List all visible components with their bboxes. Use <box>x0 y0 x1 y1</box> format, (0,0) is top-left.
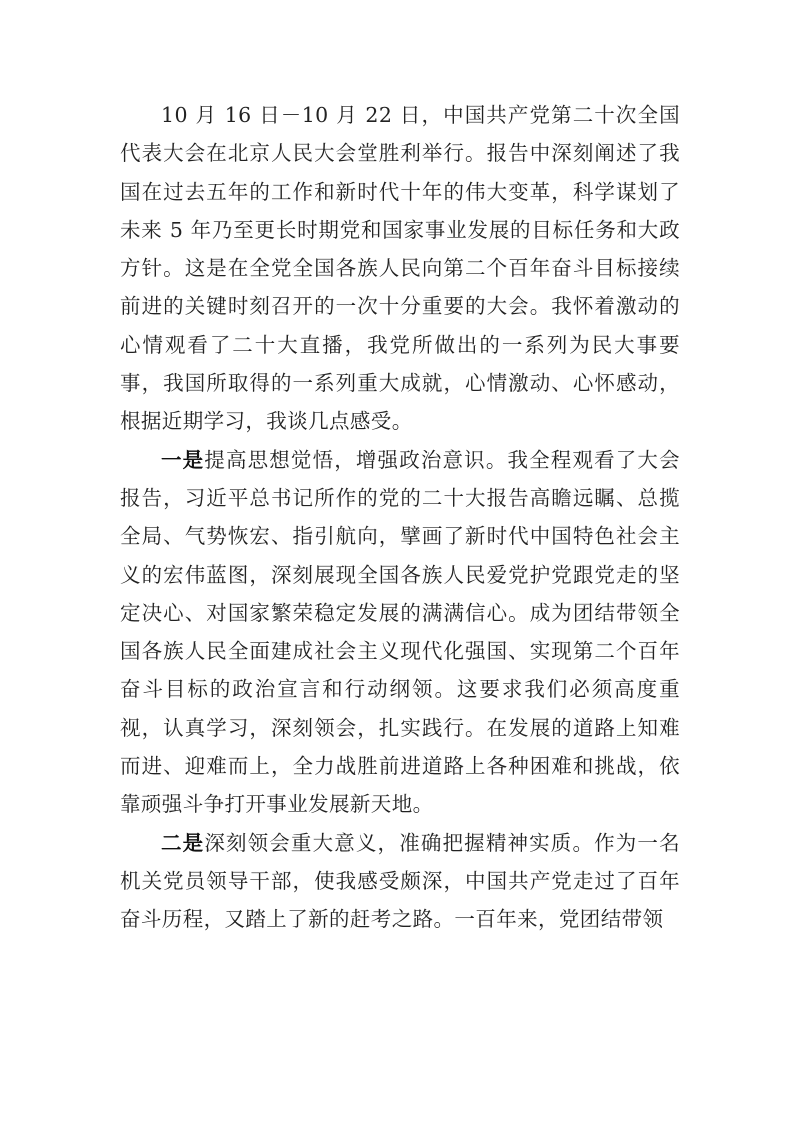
paragraph-lead: 一是 <box>161 447 205 472</box>
paragraph-point-one <box>120 441 680 824</box>
paragraph-point-two <box>120 824 680 939</box>
paragraph-lead: 二是 <box>161 830 205 855</box>
paragraph-text: 10 月 16 日－10 月 22 日，中国共产党第二十次全国代表大会在北京人民大会堂胜利举行。报告中深刻阐述了我国在过去五年的工作和新时代十年的伟大变革，科学谋划了未来 5 年乃至更长时期党和国家事业发展的目标任务和大政方针。这是在全党全国各族人民向第二个百年奋斗目标接续前进的关键时刻召开的一次十分重要的大会。我怀着激动的心情观看了二十大直播，我党所做出的一系列为民大事要事，我国所取得的一系列重大成就，心情激动、心怀感动，根据近期学习，我谈几点感受。 <box>120 103 680 434</box>
paragraph-text: 深刻领会重大意义，准确把握精神实质。作为一名机关党员领导干部，使我感受颇深，中国共产党走过了百年奋斗历程，又踏上了新的赶考之路。一百年来，党团结带领 <box>120 830 680 932</box>
paragraph-text: 提高思想觉悟，增强政治意识。我全程观看了大会报告，习近平总书记所作的党的二十大报告高瞻远瞩、总揽全局、气势恢宏、指引航向，擘画了新时代中国特色社会主义的宏伟蓝图，深刻展现全国各族人民爱党护党跟党走的坚定决心、对国家繁荣稳定发展的满满信心。成为团结带领全国各族人民全面建成社会主义现代化强国、实现第二个百年奋斗目标的政治宣言和行动纲领。这要求我们必须高度重视，认真学习，深刻领会，扎实践行。在发展的道路上知难而进、迎难而上，全力战胜前进道路上各种困难和挑战，依靠顽强斗争打开事业发展新天地。 <box>120 447 680 817</box>
document-body <box>120 96 680 939</box>
paragraph-intro <box>120 96 680 441</box>
